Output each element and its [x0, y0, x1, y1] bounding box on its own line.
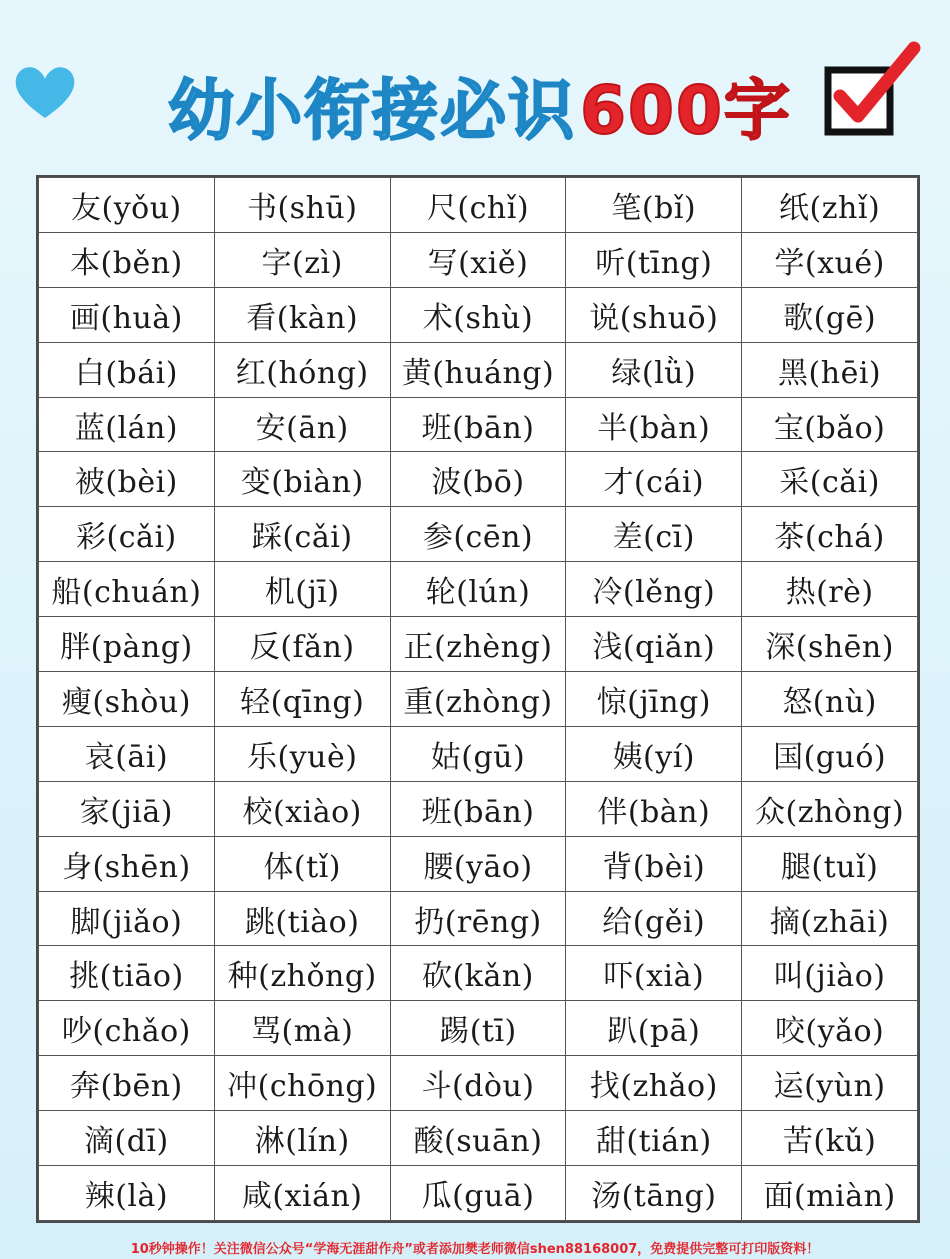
character-cell: 骂(mà) — [214, 1001, 390, 1056]
character-cell: 歌(gē) — [742, 287, 918, 342]
character-cell: 黑(hēi) — [742, 342, 918, 397]
character-cell: 冲(chōng) — [214, 1056, 390, 1111]
character-cell: 热(rè) — [742, 562, 918, 617]
character-cell: 趴(pā) — [566, 1001, 742, 1056]
table-row — [39, 507, 918, 562]
character-cell: 踩(cǎi) — [214, 507, 390, 562]
character-cell: 运(yùn) — [742, 1056, 918, 1111]
character-cell: 咬(yǎo) — [742, 1001, 918, 1056]
character-cell: 说(shuō) — [566, 287, 742, 342]
table-row — [39, 287, 918, 342]
character-cell: 友(yǒu) — [39, 178, 215, 233]
character-cell: 苦(kǔ) — [742, 1111, 918, 1166]
table-row — [39, 562, 918, 617]
character-cell: 茶(chá) — [742, 507, 918, 562]
character-cell: 学(xué) — [742, 232, 918, 287]
character-cell: 蓝(lán) — [39, 397, 215, 452]
character-cell: 甜(tián) — [566, 1111, 742, 1166]
table-row — [39, 1166, 918, 1221]
table-row — [39, 232, 918, 287]
character-table — [36, 175, 920, 1223]
character-cell: 正(zhèng) — [390, 617, 566, 672]
page-title — [150, 62, 810, 149]
character-cell: 参(cēn) — [390, 507, 566, 562]
character-cell: 看(kàn) — [214, 287, 390, 342]
table-row — [39, 1001, 918, 1056]
character-cell: 惊(jīng) — [566, 672, 742, 727]
title-main: 幼小衔接必识 — [168, 71, 577, 149]
character-cell: 听(tīng) — [566, 232, 742, 287]
character-cell: 班(bān) — [390, 781, 566, 836]
character-cell: 才(cái) — [566, 452, 742, 507]
character-cell: 乐(yuè) — [214, 726, 390, 781]
character-cell: 众(zhòng) — [742, 781, 918, 836]
character-cell: 踢(tī) — [390, 1001, 566, 1056]
character-cell: 淋(lín) — [214, 1111, 390, 1166]
title-number: 600字 — [580, 71, 792, 149]
character-cell: 轮(lún) — [390, 562, 566, 617]
character-cell: 给(gěi) — [566, 891, 742, 946]
character-cell: 采(cǎi) — [742, 452, 918, 507]
character-cell: 被(bèi) — [39, 452, 215, 507]
character-cell: 班(bān) — [390, 397, 566, 452]
character-cell: 差(cī) — [566, 507, 742, 562]
character-cell: 国(guó) — [742, 726, 918, 781]
table-row — [39, 178, 918, 233]
table-row — [39, 617, 918, 672]
character-cell: 字(zì) — [214, 232, 390, 287]
character-cell: 黄(huáng) — [390, 342, 566, 397]
character-cell: 变(biàn) — [214, 452, 390, 507]
table-row — [39, 1056, 918, 1111]
character-cell: 滴(dī) — [39, 1111, 215, 1166]
character-grid — [38, 177, 918, 1221]
character-cell: 叫(jiào) — [742, 946, 918, 1001]
character-cell: 尺(chǐ) — [390, 178, 566, 233]
character-cell: 脚(jiǎo) — [39, 891, 215, 946]
character-cell: 白(bái) — [39, 342, 215, 397]
character-cell: 胖(pàng) — [39, 617, 215, 672]
table-row — [39, 672, 918, 727]
character-cell: 背(bèi) — [566, 836, 742, 891]
character-cell: 波(bō) — [390, 452, 566, 507]
character-cell: 红(hóng) — [214, 342, 390, 397]
character-cell: 吵(chǎo) — [39, 1001, 215, 1056]
character-cell: 腿(tuǐ) — [742, 836, 918, 891]
table-row — [39, 891, 918, 946]
character-cell: 伴(bàn) — [566, 781, 742, 836]
table-row — [39, 946, 918, 1001]
character-cell: 本(běn) — [39, 232, 215, 287]
character-cell: 挑(tiāo) — [39, 946, 215, 1001]
character-cell: 轻(qīng) — [214, 672, 390, 727]
character-cell: 腰(yāo) — [390, 836, 566, 891]
character-cell: 汤(tāng) — [566, 1166, 742, 1221]
character-cell: 笔(bǐ) — [566, 178, 742, 233]
checkbox-checked-icon — [822, 40, 922, 140]
footer-note: 10秒钟操作！关注微信公众号“学海无涯甜作舟”或者添加樊老师微信shen88168007，免费提供完整可打印版资料！ — [130, 1242, 820, 1257]
character-cell: 奔(bēn) — [39, 1056, 215, 1111]
character-cell: 术(shù) — [390, 287, 566, 342]
character-cell: 面(miàn) — [742, 1166, 918, 1221]
character-cell: 重(zhòng) — [390, 672, 566, 727]
table-row — [39, 726, 918, 781]
character-cell: 浅(qiǎn) — [566, 617, 742, 672]
table-row — [39, 397, 918, 452]
table-row — [39, 342, 918, 397]
character-cell: 校(xiào) — [214, 781, 390, 836]
character-cell: 身(shēn) — [39, 836, 215, 891]
character-cell: 瘦(shòu) — [39, 672, 215, 727]
character-cell: 摘(zhāi) — [742, 891, 918, 946]
character-cell: 纸(zhǐ) — [742, 178, 918, 233]
character-cell: 彩(cǎi) — [39, 507, 215, 562]
character-cell: 找(zhǎo) — [566, 1056, 742, 1111]
character-cell: 体(tǐ) — [214, 836, 390, 891]
character-cell: 安(ān) — [214, 397, 390, 452]
character-cell: 画(huà) — [39, 287, 215, 342]
character-cell: 冷(lěng) — [566, 562, 742, 617]
character-cell: 机(jī) — [214, 562, 390, 617]
character-cell: 砍(kǎn) — [390, 946, 566, 1001]
table-row — [39, 1111, 918, 1166]
character-cell: 哀(āi) — [39, 726, 215, 781]
character-cell: 吓(xià) — [566, 946, 742, 1001]
character-grid-body — [39, 178, 918, 1221]
character-cell: 书(shū) — [214, 178, 390, 233]
character-cell: 怒(nù) — [742, 672, 918, 727]
character-cell: 姑(gū) — [390, 726, 566, 781]
table-row — [39, 452, 918, 507]
table-row — [39, 836, 918, 891]
character-cell: 咸(xián) — [214, 1166, 390, 1221]
character-cell: 斗(dòu) — [390, 1056, 566, 1111]
character-cell: 绿(lǜ) — [566, 342, 742, 397]
character-cell: 种(zhǒng) — [214, 946, 390, 1001]
character-cell: 反(fǎn) — [214, 617, 390, 672]
character-cell: 船(chuán) — [39, 562, 215, 617]
character-cell: 跳(tiào) — [214, 891, 390, 946]
character-cell: 酸(suān) — [390, 1111, 566, 1166]
character-cell: 扔(rēng) — [390, 891, 566, 946]
character-cell: 写(xiě) — [390, 232, 566, 287]
character-cell: 辣(là) — [39, 1166, 215, 1221]
character-cell: 深(shēn) — [742, 617, 918, 672]
heart-icon — [12, 62, 78, 122]
character-cell: 家(jiā) — [39, 781, 215, 836]
character-cell: 宝(bǎo) — [742, 397, 918, 452]
character-cell: 半(bàn) — [566, 397, 742, 452]
character-cell: 姨(yí) — [566, 726, 742, 781]
character-cell: 瓜(guā) — [390, 1166, 566, 1221]
table-row — [39, 781, 918, 836]
